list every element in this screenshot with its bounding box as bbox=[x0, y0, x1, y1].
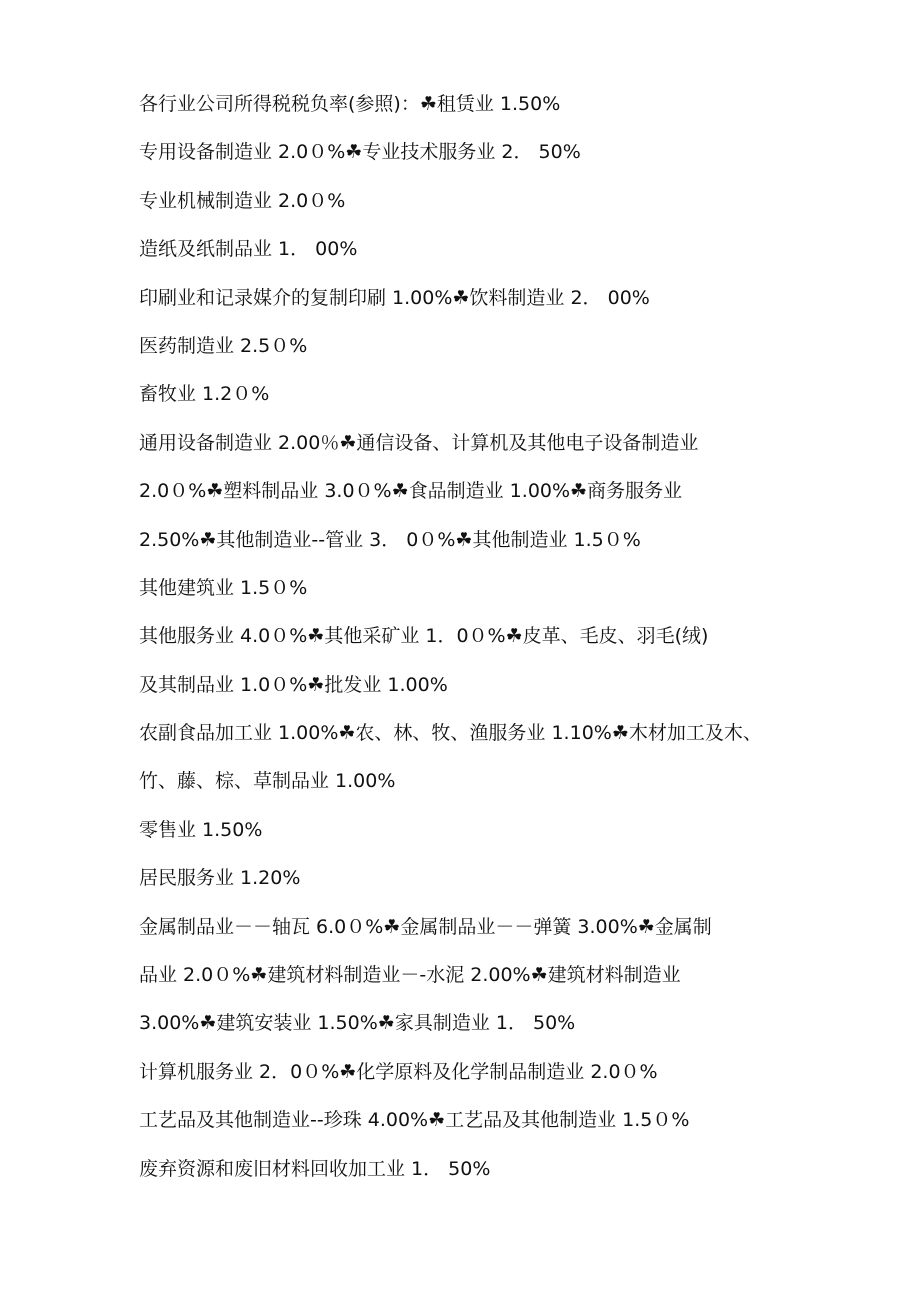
text-line: 3.00%☘建筑安装业 1.50%☘家具制造业 1． 50% bbox=[139, 1012, 576, 1035]
text-line: 医药制造业 2.5０% bbox=[139, 334, 308, 357]
text-line: 2.0０%☘塑料制品业 3.0０%☘食品制造业 1.00%☘商务服务业 bbox=[139, 480, 683, 503]
text-line: 造纸及纸制品业 1． 00% bbox=[139, 238, 358, 261]
text-line: 农副食品加工业 1.00%☘农、林、牧、渔服务业 1.10%☘木材加工及木、 bbox=[139, 722, 762, 745]
text-line: 2.50%☘其他制造业--管业 3． 0０%☘其他制造业 1.5０% bbox=[139, 528, 641, 551]
text-line: 竹、藤、棕、草制品业 1.00% bbox=[139, 770, 396, 793]
text-line: 工艺品及其他制造业--珍珠 4.00%☘工艺品及其他制造业 1.5０% bbox=[139, 1109, 690, 1132]
text-line: 居民服务业 1.20% bbox=[139, 867, 301, 890]
text-line: 计算机服务业 2．0０%☘化学原料及化学制品制造业 2.0０% bbox=[139, 1060, 658, 1083]
text-line: 专用设备制造业 2.0０%☘专业技术服务业 2． 50% bbox=[139, 141, 581, 164]
text-line: 印刷业和记录媒介的复制印刷 1.00%☘饮料制造业 2． 00% bbox=[139, 286, 650, 309]
text-line: 金属制品业－－轴瓦 6.0０%☘金属制品业－－弹簧 3.00%☘金属制 bbox=[139, 915, 712, 938]
text-line: 其他服务业 4.0０%☘其他采矿业 1．0０%☘皮革、毛皮、羽毛(绒) bbox=[139, 625, 709, 648]
text-line: 及其制品业 1.0０%☘批发业 1.00% bbox=[139, 673, 448, 696]
text-line: 品业 2.0０%☘建筑材料制造业－-水泥 2.00%☘建筑材料制造业 bbox=[139, 964, 681, 987]
text-line: 废弃资源和废旧材料回收加工业 1． 50% bbox=[139, 1157, 491, 1180]
text-line: 零售业 1.50% bbox=[139, 818, 263, 841]
text-line: 畜牧业 1.2０% bbox=[139, 383, 270, 406]
text-line: 各行业公司所得税税负率(参照)：☘租赁业 1.50% bbox=[139, 93, 561, 115]
text-line: 通用设备制造业 2.00％☘通信设备、计算机及其他电子设备制造业 bbox=[139, 431, 699, 454]
text-line: 其他建筑业 1.5０% bbox=[139, 576, 308, 599]
document-body bbox=[139, 80, 799, 1193]
text-line: 专业机械制造业 2.0０% bbox=[139, 189, 346, 212]
